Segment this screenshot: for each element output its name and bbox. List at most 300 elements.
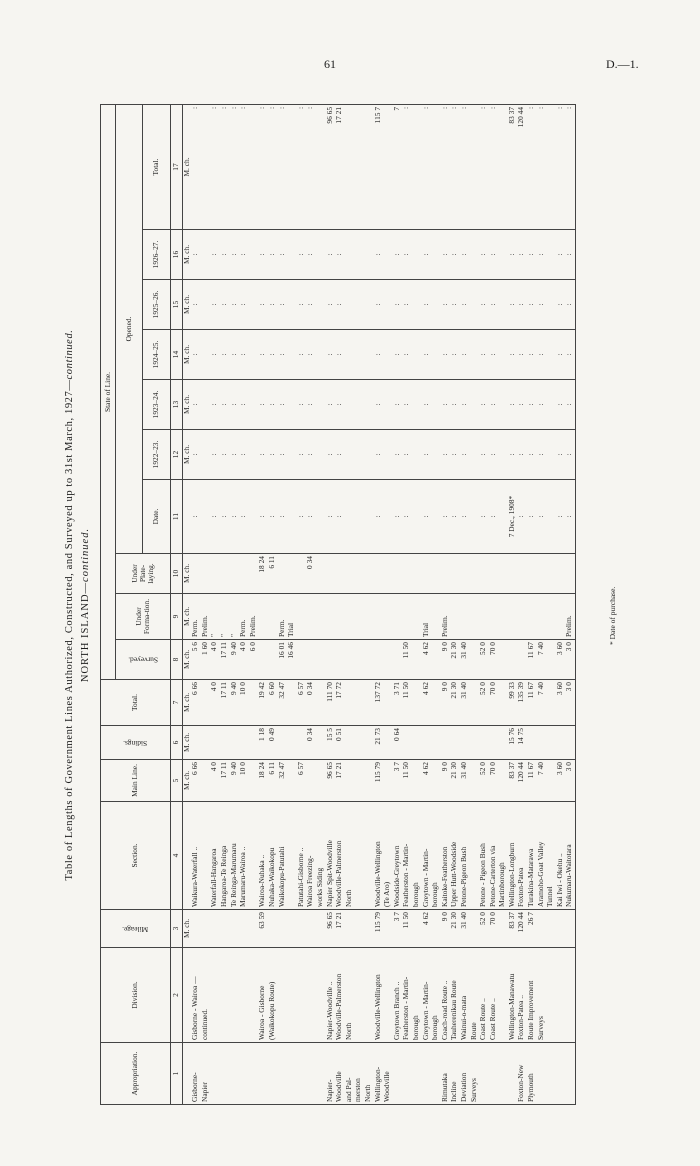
cell-1923-24: : bbox=[422, 380, 432, 430]
cell-appropriation bbox=[402, 1043, 412, 1105]
cell-1922-23: : bbox=[508, 430, 518, 480]
cell-1923-24: : bbox=[297, 380, 307, 430]
cell-1924-25: : bbox=[450, 330, 460, 380]
cell-main-line: 4 62 bbox=[422, 760, 432, 802]
cell-1922-23: : bbox=[268, 430, 278, 480]
cell-1926-27: : bbox=[517, 230, 527, 280]
cell-appropriation bbox=[498, 1043, 508, 1105]
cell-date: : bbox=[441, 480, 451, 554]
cell-1922-23 bbox=[345, 430, 355, 480]
cell-surveyed: 9 0 bbox=[441, 640, 451, 680]
cell-1924-25: : bbox=[230, 330, 240, 380]
cell-total-opened: : bbox=[220, 104, 230, 229]
cell-mileage bbox=[546, 910, 556, 948]
cell-surveyed bbox=[508, 640, 518, 680]
cell-1925-26: : bbox=[565, 280, 575, 330]
cell-1926-27: : bbox=[565, 230, 575, 280]
cell-section: Martinborough bbox=[498, 802, 508, 910]
cell-main-line: 11 67 bbox=[527, 760, 537, 802]
table-row bbox=[306, 104, 316, 1104]
cell-mileage: 31 40 bbox=[460, 910, 470, 948]
cell-1924-25: : bbox=[239, 330, 249, 380]
header-1926-27: 1926–27. bbox=[143, 230, 171, 280]
cell-main-line: 83 37 bbox=[508, 760, 518, 802]
cell-section: Waikura-Waterfall .. bbox=[191, 802, 201, 910]
cell-division: continued. bbox=[201, 948, 211, 1043]
cell-date: : bbox=[210, 480, 220, 554]
cell-main-line: 7 40 bbox=[537, 760, 547, 802]
cell-mileage bbox=[230, 910, 240, 948]
cell-appropriation bbox=[489, 1043, 499, 1105]
cell-appropriation bbox=[210, 1043, 220, 1105]
cell-appropriation: Foxton-New bbox=[517, 1043, 527, 1105]
cell-under-formation bbox=[364, 594, 374, 640]
cell-sidings: 1 18 bbox=[258, 726, 268, 760]
cell-sidings bbox=[556, 726, 566, 760]
cell-section: Woodside-Greytown bbox=[393, 802, 403, 910]
cell-section: Upper Hutt-Woodside bbox=[450, 802, 460, 910]
table-subtitle-continued: continued. bbox=[80, 527, 91, 582]
cell-under-platelaying: 6 11 bbox=[268, 554, 278, 594]
cell-section: Te Reinga-Marumaru bbox=[230, 802, 240, 910]
cell-division: Greytown Branch .. bbox=[393, 948, 403, 1043]
cell-1922-23: : bbox=[393, 430, 403, 480]
cell-1926-27: : bbox=[297, 230, 307, 280]
cell-mileage: 17 21 bbox=[335, 910, 345, 948]
cell-division: Featherston - Martin- bbox=[402, 948, 412, 1043]
cell-appropriation bbox=[565, 1043, 575, 1105]
table-subtitle-main: NORTH ISLAND— bbox=[80, 581, 91, 683]
cell-appropriation bbox=[306, 1043, 316, 1105]
cell-main-line: 96 65 bbox=[326, 760, 336, 802]
cell-under-platelaying bbox=[220, 554, 230, 594]
cell-surveyed: 16 46 bbox=[287, 640, 297, 680]
cell-total-opened: : bbox=[450, 104, 460, 229]
cell-surveyed: 6 0 bbox=[249, 640, 259, 680]
cell-under-platelaying bbox=[527, 554, 537, 594]
cell-under-platelaying: 18 24 bbox=[258, 554, 268, 594]
cell-division bbox=[278, 948, 288, 1043]
cell-1923-24: : bbox=[479, 380, 489, 430]
cell-1926-27: : bbox=[489, 230, 499, 280]
cell-total-opened bbox=[287, 104, 297, 229]
cell-1924-25: : bbox=[335, 330, 345, 380]
units-total: M. ch. bbox=[183, 680, 192, 726]
cell-1926-27: : bbox=[335, 230, 345, 280]
cell-date bbox=[345, 480, 355, 554]
units-surveyed: M. ch. bbox=[183, 640, 192, 680]
cell-1926-27: : bbox=[210, 230, 220, 280]
cell-section: Petone-Pigeon Bush bbox=[460, 802, 470, 910]
cell-1923-24: : bbox=[565, 380, 575, 430]
cell-1925-26: : bbox=[258, 280, 268, 330]
cell-under-formation: Trial bbox=[287, 594, 297, 640]
cell-1922-23 bbox=[354, 430, 364, 480]
cell-section: Aramoho-Goat Valley bbox=[537, 802, 547, 910]
cell-1925-26: : bbox=[479, 280, 489, 330]
cell-1922-23: : bbox=[537, 430, 547, 480]
cell-1923-24: : bbox=[230, 380, 240, 430]
cell-1926-27: : bbox=[393, 230, 403, 280]
cell-appropriation bbox=[287, 1043, 297, 1105]
header-1922-23: 1922–23. bbox=[143, 430, 171, 480]
cell-1925-26: : bbox=[191, 280, 201, 330]
cell-surveyed: 5 6 bbox=[191, 640, 201, 680]
cell-sidings: 0 49 bbox=[268, 726, 278, 760]
cell-section: Wairoa Freezing- bbox=[306, 802, 316, 910]
cell-surveyed: 11 67 bbox=[527, 640, 537, 680]
cell-1922-23: : bbox=[258, 430, 268, 480]
cell-division: Route bbox=[470, 948, 480, 1043]
cell-total: 31 40 bbox=[460, 680, 470, 726]
cell-1923-24: : bbox=[508, 380, 518, 430]
cell-total-opened: : bbox=[239, 104, 249, 229]
units-1924-25: M. ch. bbox=[183, 330, 192, 380]
cell-mileage bbox=[210, 910, 220, 948]
cell-mileage bbox=[354, 910, 364, 948]
cell-appropriation bbox=[249, 1043, 259, 1105]
cell-1922-23: : bbox=[191, 430, 201, 480]
cell-sidings bbox=[287, 726, 297, 760]
cell-total-opened bbox=[201, 104, 211, 229]
cell-sidings: 21 73 bbox=[374, 726, 384, 760]
cell-total: 11 50 bbox=[402, 680, 412, 726]
cell-1925-26: : bbox=[393, 280, 403, 330]
cell-total-opened: : bbox=[479, 104, 489, 229]
cell-under-platelaying bbox=[345, 554, 355, 594]
cell-under-platelaying bbox=[239, 554, 249, 594]
cell-1925-26: : bbox=[527, 280, 537, 330]
cell-mileage: 96 65 bbox=[326, 910, 336, 948]
header-surveyed-label: Surveyed. bbox=[128, 655, 158, 665]
cell-total-opened: : bbox=[210, 104, 220, 229]
header-mileage-label: Mileage. bbox=[122, 924, 149, 934]
cell-under-platelaying bbox=[354, 554, 364, 594]
column-number: 6 bbox=[171, 726, 183, 760]
cell-1924-25: : bbox=[268, 330, 278, 380]
cell-section: Hangaroa-Te Reinga bbox=[220, 802, 230, 910]
table-row bbox=[278, 104, 288, 1104]
cell-1925-26: : bbox=[556, 280, 566, 330]
cell-total-opened: 83 37 bbox=[508, 104, 518, 229]
cell-under-formation: Prelim. bbox=[441, 594, 451, 640]
cell-1922-23: : bbox=[335, 430, 345, 480]
cell-sidings bbox=[431, 726, 441, 760]
cell-section: Turakina-Matarawa bbox=[527, 802, 537, 910]
cell-division bbox=[556, 948, 566, 1043]
cell-surveyed: 3 60 bbox=[556, 640, 566, 680]
cell-1923-24: : bbox=[393, 380, 403, 430]
cell-1924-25: : bbox=[422, 330, 432, 380]
cell-1923-24: : bbox=[402, 380, 412, 430]
cell-appropriation: merston bbox=[354, 1043, 364, 1105]
cell-date: : bbox=[422, 480, 432, 554]
cell-appropriation bbox=[258, 1043, 268, 1105]
cell-under-platelaying bbox=[287, 554, 297, 594]
cell-1923-24: : bbox=[306, 380, 316, 430]
cell-1926-27 bbox=[345, 230, 355, 280]
cell-date: : bbox=[393, 480, 403, 554]
cell-total: 99 33 bbox=[508, 680, 518, 726]
cell-under-platelaying bbox=[412, 554, 422, 594]
cell-date: : bbox=[537, 480, 547, 554]
cell-total-opened: : bbox=[258, 104, 268, 229]
cell-1926-27: : bbox=[306, 230, 316, 280]
cell-mileage bbox=[556, 910, 566, 948]
cell-division bbox=[287, 948, 297, 1043]
cell-under-platelaying: 0 34 bbox=[306, 554, 316, 594]
cell-1925-26: : bbox=[402, 280, 412, 330]
header-division: Division. bbox=[101, 948, 171, 1043]
cell-sidings bbox=[460, 726, 470, 760]
cell-section: Napier Spit-Woodville bbox=[326, 802, 336, 910]
cell-division: North bbox=[345, 948, 355, 1043]
table-title-main: Table of Lengths of Government Lines Authorized, Constructed, and Surveyed up to 31st March, 1927— bbox=[64, 379, 75, 881]
cell-under-platelaying bbox=[201, 554, 211, 594]
column-number: 8 bbox=[171, 640, 183, 680]
cell-division: Foxton-Patea .. bbox=[517, 948, 527, 1043]
cell-main-line: 31 40 bbox=[460, 760, 470, 802]
page-code: D.—1. bbox=[606, 57, 639, 71]
cell-mileage bbox=[287, 910, 297, 948]
cell-division bbox=[239, 948, 249, 1043]
cell-division: Tauherenikau Route bbox=[450, 948, 460, 1043]
cell-date: : bbox=[402, 480, 412, 554]
cell-main-line: 17 11 bbox=[220, 760, 230, 802]
cell-division: borough bbox=[431, 948, 441, 1043]
cell-surveyed bbox=[498, 640, 508, 680]
cell-appropriation bbox=[230, 1043, 240, 1105]
cell-under-formation: Prelim. bbox=[201, 594, 211, 640]
cell-under-formation bbox=[470, 594, 480, 640]
table-row bbox=[335, 104, 345, 1104]
cell-appropriation: Woodville bbox=[383, 1043, 393, 1105]
cell-under-platelaying bbox=[278, 554, 288, 594]
cell-surveyed: 7 40 bbox=[537, 640, 547, 680]
cell-surveyed: 4 0 bbox=[239, 640, 249, 680]
cell-total bbox=[354, 680, 364, 726]
cell-under-formation: Prelim. bbox=[249, 594, 259, 640]
cell-1923-24: : bbox=[239, 380, 249, 430]
cell-1922-23: : bbox=[239, 430, 249, 480]
cell-division bbox=[546, 948, 556, 1043]
cell-under-platelaying bbox=[441, 554, 451, 594]
cell-main-line: 17 21 bbox=[335, 760, 345, 802]
cell-date: 7 Dec., 1908* bbox=[508, 480, 518, 554]
cell-date: : bbox=[220, 480, 230, 554]
cell-date: : bbox=[278, 480, 288, 554]
cell-division bbox=[220, 948, 230, 1043]
cell-main-line: 18 24 bbox=[258, 760, 268, 802]
cell-date: : bbox=[326, 480, 336, 554]
cell-1926-27: : bbox=[278, 230, 288, 280]
cell-total: 6 60 bbox=[268, 680, 278, 726]
cell-total-opened bbox=[249, 104, 259, 229]
header-state-of-line: State of Line. bbox=[101, 104, 116, 679]
cell-total-opened: : bbox=[422, 104, 432, 229]
cell-division: Coast Route .. bbox=[489, 948, 499, 1043]
cell-sidings: 15 5 bbox=[326, 726, 336, 760]
header-under-platelaying: Under Plate-laying. bbox=[116, 554, 171, 594]
table-row bbox=[565, 104, 575, 1104]
cell-1923-24: : bbox=[450, 380, 460, 430]
cell-total: 4 0 bbox=[210, 680, 220, 726]
cell-1926-27: : bbox=[450, 230, 460, 280]
cell-under-formation: Prelim. bbox=[565, 594, 575, 640]
cell-total: 3 71 bbox=[393, 680, 403, 726]
cell-under-formation: " bbox=[230, 594, 240, 640]
cell-surveyed bbox=[326, 640, 336, 680]
cell-1923-24: : bbox=[258, 380, 268, 430]
cell-1922-23: : bbox=[306, 430, 316, 480]
cell-surveyed bbox=[258, 640, 268, 680]
cell-under-platelaying bbox=[364, 554, 374, 594]
cell-total-opened: : bbox=[556, 104, 566, 229]
cell-under-platelaying bbox=[191, 554, 201, 594]
cell-1923-24: : bbox=[335, 380, 345, 430]
cell-date: : bbox=[479, 480, 489, 554]
cell-total: 0 34 bbox=[306, 680, 316, 726]
column-number: 4 bbox=[171, 802, 183, 910]
cell-under-formation: " bbox=[210, 594, 220, 640]
cell-division bbox=[306, 948, 316, 1043]
cell-surveyed: 11 50 bbox=[402, 640, 412, 680]
cell-under-formation bbox=[383, 594, 393, 640]
cell-total: 3 0 bbox=[565, 680, 575, 726]
cell-surveyed bbox=[335, 640, 345, 680]
cell-sidings bbox=[527, 726, 537, 760]
cell-1926-27: : bbox=[220, 230, 230, 280]
cell-1922-23: : bbox=[230, 430, 240, 480]
cell-main-line: 115 79 bbox=[374, 760, 384, 802]
cell-surveyed: 9 40 bbox=[230, 640, 240, 680]
cell-date: : bbox=[517, 480, 527, 554]
cell-total-opened: : bbox=[489, 104, 499, 229]
cell-main-line bbox=[306, 760, 316, 802]
cell-1925-26: : bbox=[220, 280, 230, 330]
cell-1924-25: : bbox=[220, 330, 230, 380]
cell-sidings bbox=[479, 726, 489, 760]
cell-1923-24: : bbox=[489, 380, 499, 430]
units-1926-27: M. ch. bbox=[183, 230, 192, 280]
cell-surveyed: 1 60 bbox=[201, 640, 211, 680]
cell-under-platelaying bbox=[335, 554, 345, 594]
units-1922-23: M. ch. bbox=[183, 430, 192, 480]
cell-1925-26: : bbox=[374, 280, 384, 330]
cell-division: Route Improvement bbox=[527, 948, 537, 1043]
cell-appropriation bbox=[297, 1043, 307, 1105]
cell-mileage bbox=[201, 910, 211, 948]
cell-mileage: 83 37 bbox=[508, 910, 518, 948]
cell-under-formation bbox=[258, 594, 268, 640]
cell-under-formation bbox=[335, 594, 345, 640]
cell-surveyed bbox=[383, 640, 393, 680]
cell-division: Wainui-o-mata bbox=[460, 948, 470, 1043]
cell-total-opened: 17 21 bbox=[335, 104, 345, 229]
cell-1922-23: : bbox=[565, 430, 575, 480]
cell-total-opened: : bbox=[460, 104, 470, 229]
cell-1923-24 bbox=[345, 380, 355, 430]
cell-date: : bbox=[258, 480, 268, 554]
cell-under-platelaying bbox=[210, 554, 220, 594]
cell-under-formation: Trial bbox=[422, 594, 432, 640]
cell-1924-25: : bbox=[556, 330, 566, 380]
cell-under-platelaying bbox=[374, 554, 384, 594]
table-row bbox=[489, 104, 499, 1104]
cell-division: Wellington-Manawatu bbox=[508, 948, 518, 1043]
cell-1924-25: : bbox=[565, 330, 575, 380]
cell-under-platelaying bbox=[422, 554, 432, 594]
cell-total: 135 39 bbox=[517, 680, 527, 726]
cell-section: borough bbox=[431, 802, 441, 910]
column-number: 2 bbox=[171, 948, 183, 1043]
cell-surveyed: 16 01 bbox=[278, 640, 288, 680]
cell-main-line bbox=[345, 760, 355, 802]
column-number: 11 bbox=[171, 480, 183, 554]
cell-appropriation: Deviation bbox=[460, 1043, 470, 1105]
header-mileage bbox=[101, 910, 171, 948]
cell-sidings bbox=[441, 726, 451, 760]
cell-under-platelaying bbox=[489, 554, 499, 594]
cell-division: Woodville-Palmerston bbox=[335, 948, 345, 1043]
cell-under-formation bbox=[489, 594, 499, 640]
cell-appropriation bbox=[556, 1043, 566, 1105]
cell-section: Patutahi-Gisborne .. bbox=[297, 802, 307, 910]
header-sidings bbox=[101, 726, 171, 760]
cell-appropriation: Plymouth bbox=[527, 1043, 537, 1105]
cell-appropriation: and Pal- bbox=[345, 1043, 355, 1105]
cell-appropriation bbox=[546, 1043, 556, 1105]
cell-under-formation bbox=[537, 594, 547, 640]
header-total: Total. bbox=[101, 680, 171, 726]
cell-under-formation bbox=[527, 594, 537, 640]
column-number: 1 bbox=[171, 1043, 183, 1105]
cell-sidings bbox=[354, 726, 364, 760]
cell-1923-24: : bbox=[537, 380, 547, 430]
cell-under-formation bbox=[450, 594, 460, 640]
column-number: 13 bbox=[171, 380, 183, 430]
cell-total: 19 42 bbox=[258, 680, 268, 726]
cell-section: Waikokopu-Patutahi bbox=[278, 802, 288, 910]
cell-main-line: 9 0 bbox=[441, 760, 451, 802]
cell-1923-24: : bbox=[278, 380, 288, 430]
cell-section: Tunnel bbox=[546, 802, 556, 910]
cell-under-platelaying bbox=[565, 554, 575, 594]
cell-surveyed: 3 0 bbox=[565, 640, 575, 680]
cell-main-line: 10 0 bbox=[239, 760, 249, 802]
cell-date: : bbox=[230, 480, 240, 554]
cell-main-line: 70 0 bbox=[489, 760, 499, 802]
cell-sidings bbox=[537, 726, 547, 760]
cell-date: : bbox=[527, 480, 537, 554]
cell-mileage bbox=[268, 910, 278, 948]
rotated-table-page bbox=[60, 105, 630, 1105]
header-under-formation: Under Forma-tion. bbox=[116, 594, 171, 640]
cell-section: Woodville-Wellington bbox=[374, 802, 384, 910]
units-platelaying: M. ch. bbox=[183, 554, 192, 594]
cell-1922-23: : bbox=[210, 430, 220, 480]
cell-under-platelaying bbox=[508, 554, 518, 594]
cell-total: 137 72 bbox=[374, 680, 384, 726]
cell-under-platelaying bbox=[517, 554, 527, 594]
units-total-opened: M. ch. bbox=[183, 104, 192, 229]
cell-under-platelaying bbox=[393, 554, 403, 594]
table-row bbox=[374, 104, 384, 1104]
cell-total: 6 66 bbox=[191, 680, 201, 726]
cell-1926-27: : bbox=[258, 230, 268, 280]
cell-main-line: 21 30 bbox=[450, 760, 460, 802]
header-surveyed bbox=[116, 640, 171, 680]
